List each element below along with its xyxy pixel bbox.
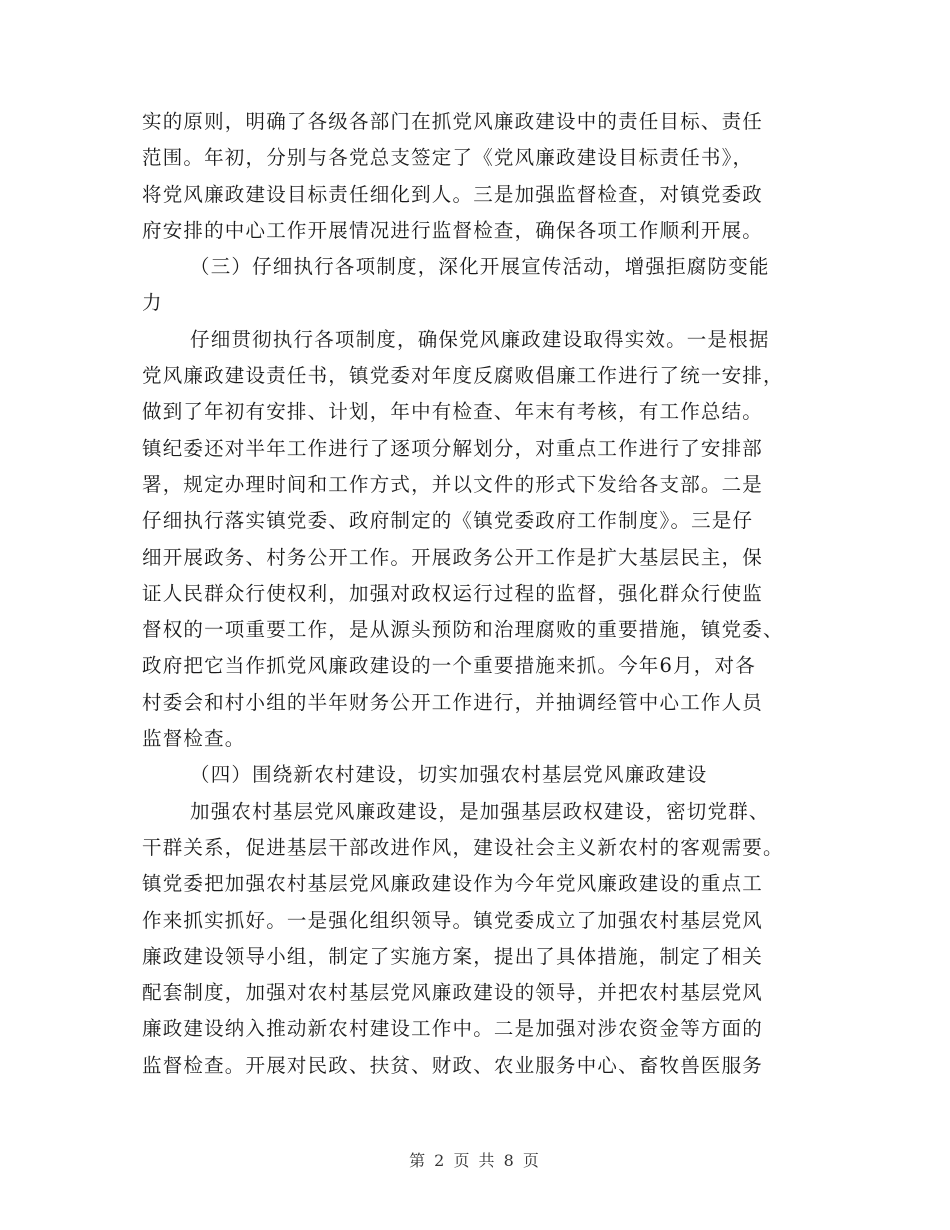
- text-line: 党风廉政建设责任书，镇党委对年度反腐败倡廉工作进行了统一安排，: [142, 364, 784, 388]
- text-line: 干群关系，促进基层干部改进作风，建设社会主义新农村的客观需要。: [142, 835, 784, 859]
- section-heading-3: （三）仔细执行各项制度，深化开展宣传活动，增强拒腐防变能: [190, 255, 770, 279]
- text-line: 监督检查。开展对民政、扶贫、财政、农业服务中心、畜牧兽医服务: [142, 1053, 764, 1077]
- page-number-footer: 第 2 页 共 8 页: [409, 1151, 541, 1170]
- text-line: 做到了年初有安排、计划，年中有检查、年末有考核，有工作总结。: [142, 400, 764, 424]
- text-line: 将党风廉政建设目标责任细化到人。三是加强监督检查，对镇党委政: [142, 182, 764, 206]
- text-line: 廉政建设纳入推动新农村建设工作中。二是加强对涉农资金等方面的: [142, 1017, 764, 1041]
- text-line: 细开展政务、村务公开工作。开展政务公开工作是扩大基层民主，保: [142, 545, 764, 569]
- text-line: 村委会和村小组的半年财务公开工作进行，并抽调经管中心工作人员: [142, 690, 764, 714]
- text-line: 实的原则，明确了各级各部门在抓党风廉政建设中的责任目标、责任: [142, 110, 764, 133]
- text-line: 仔细执行落实镇党委、政府制定的《镇党委政府工作制度》。三是仔: [142, 509, 754, 533]
- paragraph-start: 加强农村基层党风廉政建设，是加强基层政权建设，密切党群、: [190, 799, 770, 823]
- text-line: 署，规定办理时间和工作方式，并以文件的形式下发给各支部。二是: [142, 472, 764, 496]
- document-body: [142, 104, 810, 1084]
- text-line: 政府把它当作抓党风廉政建设的一个重要措施来抓。今年6月，对各: [142, 654, 756, 678]
- text-line: 配套制度，加强对农村基层党风廉政建设的领导，并把农村基层党风: [142, 981, 764, 1005]
- text-line: 督权的一项重要工作，是从源头预防和治理腐败的重要措施，镇党委、: [142, 618, 784, 642]
- section-heading-4: （四）围绕新农村建设，切实加强农村基层党风廉政建设: [190, 763, 708, 787]
- section-heading-3-continuation: 力: [142, 291, 163, 315]
- text-line: 范围。年初，分别与各党总支签定了《党风廉政建设目标责任书》，: [142, 146, 754, 170]
- text-line: 监督检查。: [142, 727, 246, 751]
- text-line: 证人民群众行使权利，加强对政权运行过程的监督，强化群众行使监: [142, 581, 764, 605]
- paragraph-start: 仔细贯彻执行各项制度，确保党风廉政建设取得实效。一是根据: [190, 327, 770, 351]
- text-line: 府安排的中心工作开展情况进行监督检查，确保各项工作顺利开展。: [142, 218, 764, 242]
- text-line: 镇党委把加强农村基层党风廉政建设作为今年党风廉政建设的重点工: [142, 872, 764, 896]
- text-line: 廉政建设领导小组，制定了实施方案，提出了具体措施，制定了相关: [142, 944, 764, 968]
- text-line: 作来抓实抓好。一是强化组织领导。镇党委成立了加强农村基层党风: [142, 908, 764, 932]
- text-line: 镇纪委还对半年工作进行了逐项分解划分，对重点工作进行了安排部: [142, 436, 764, 460]
